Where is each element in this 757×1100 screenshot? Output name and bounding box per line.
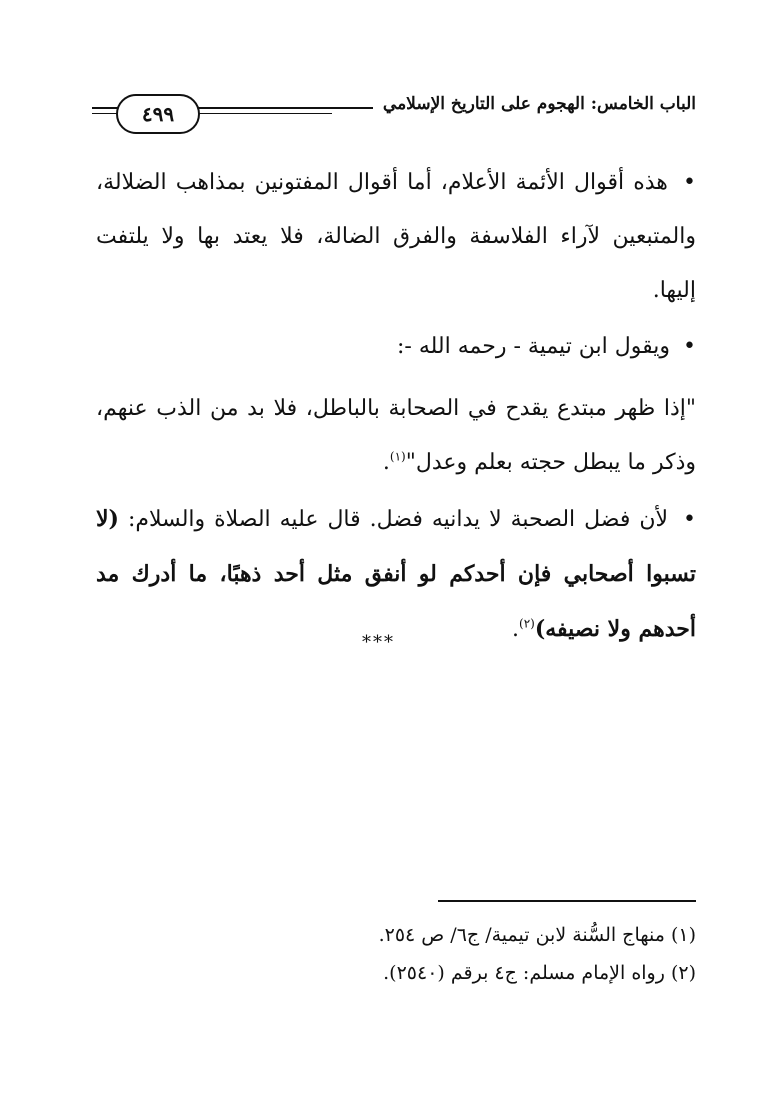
bullet-icon: • [683, 170, 696, 195]
quote-text: "إذا ظهر مبتدع يقدح في الصحابة بالباطل، فلا بد من الذب عنهم، وذكر ما يبطل حجته بعلم وعدل" [96, 396, 696, 475]
paragraph-1 [96, 156, 696, 318]
paragraph-4-text: لأن فضل الصحبة لا يدانيه فضل. قال عليه الصلاة والسلام: [127, 507, 669, 532]
paragraph-1-text: هذه أقوال الأئمة الأعلام، أما أقوال المفتونين بمذاهب الضلالة، والمتبعين لآراء الفلاسفة والفرق الضالة، فلا يعتد بها ولا يلتفت إليها. [96, 170, 696, 303]
section-separator: *** [362, 632, 395, 653]
page-number: ٤٩٩ [116, 94, 200, 134]
paragraph-2-text: ويقول ابن تيمية - رحمه الله -: [397, 334, 671, 359]
body-text [96, 156, 696, 659]
page-header [92, 88, 696, 136]
bullet-icon: • [683, 334, 696, 359]
footnote-rule [438, 900, 696, 902]
ibn-taymiyya-quote [96, 382, 696, 490]
bullet-icon: • [683, 507, 696, 532]
hadith-text: (لا تسبوا أصحابي فإن أحدكم لو أنفق مثل أحد ذهبًا، ما أدرك مد أحدهم ولا نصيفه) [96, 506, 696, 642]
footnote-ref-1: (١) [389, 449, 406, 464]
quote-end: . [382, 450, 390, 475]
footnote-1: (١) منهاج السُّنة لابن تيمية/ ج٦/ ص ٢٥٤. [378, 924, 696, 946]
hadith-end: . [512, 617, 519, 642]
running-title: الباب الخامس: الهجوم على التاريخ الإسلامي [373, 94, 696, 114]
paragraph-2 [96, 320, 696, 374]
footnote-ref-2: (٢) [519, 616, 535, 631]
footnote-2: (٢) رواه الإمام مسلم: ج٤ برقم (٢٥٤٠). [383, 962, 696, 984]
footnotes [96, 916, 696, 992]
